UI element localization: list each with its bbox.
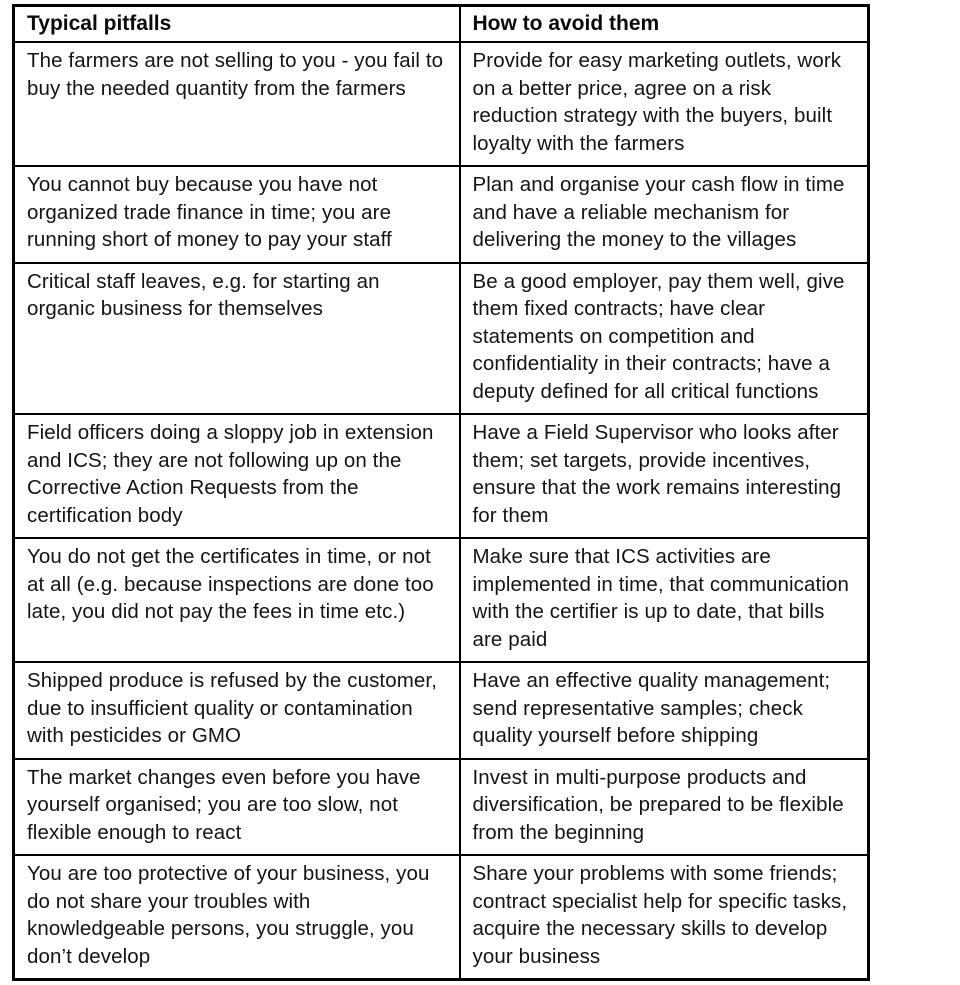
pitfall-cell: The market changes even before you have yourself organised; you are too slow, not flexible enough to react [14,759,460,856]
avoidance-cell: Make sure that ICS activities are implemented in time, that communication with the certifier is up to date, that bills are paid [460,538,869,662]
avoidance-cell: Be a good employer, pay them well, give them fixed contracts; have clear statements on competition and confidentiality in their contracts; have a deputy defined for all critical functions [460,263,869,415]
table-row [14,662,869,759]
table-row [14,414,869,538]
pitfall-cell: You cannot buy because you have not organized trade finance in time; you are running short of money to pay your staff [14,166,460,263]
table-row [14,263,869,415]
table-header-row [14,6,869,43]
avoidance-cell: Plan and organise your cash flow in time and have a reliable mechanism for delivering the money to the villages [460,166,869,263]
pitfall-cell: The farmers are not selling to you - you fail to buy the needed quantity from the farmers [14,42,460,166]
avoidance-cell: Have a Field Supervisor who looks after them; set targets, provide incentives, ensure that the work remains interesting for them [460,414,869,538]
table-row [14,42,869,166]
column-header-how-to-avoid-them: How to avoid them [460,6,869,43]
table-row [14,538,869,662]
table-row [14,759,869,856]
table-row [14,166,869,263]
pitfall-cell: You are too protective of your business, you do not share your troubles with knowledgeable persons, you struggle, you don’t develop [14,855,460,980]
pitfalls-table [12,4,870,981]
column-header-typical-pitfalls: Typical pitfalls [14,6,460,43]
avoidance-cell: Share your problems with some friends; contract specialist help for specific tasks, acquire the necessary skills to develop your business [460,855,869,980]
pitfall-cell: Field officers doing a sloppy job in extension and ICS; they are not following up on the Corrective Action Requests from the certification body [14,414,460,538]
avoidance-cell: Have an effective quality management; send representative samples; check quality yourself before shipping [460,662,869,759]
pitfall-cell: Critical staff leaves, e.g. for starting an organic business for themselves [14,263,460,415]
table-row [14,855,869,980]
avoidance-cell: Invest in multi-purpose products and diversification, be prepared to be flexible from the beginning [460,759,869,856]
pitfall-cell: You do not get the certificates in time, or not at all (e.g. because inspections are done too late, you did not pay the fees in time etc.) [14,538,460,662]
table-body [14,42,869,980]
avoidance-cell: Provide for easy marketing outlets, work on a better price, agree on a risk reduction strategy with the buyers, built loyalty with the farmers [460,42,869,166]
pitfall-cell: Shipped produce is refused by the customer, due to insufficient quality or contamination with pesticides or GMO [14,662,460,759]
